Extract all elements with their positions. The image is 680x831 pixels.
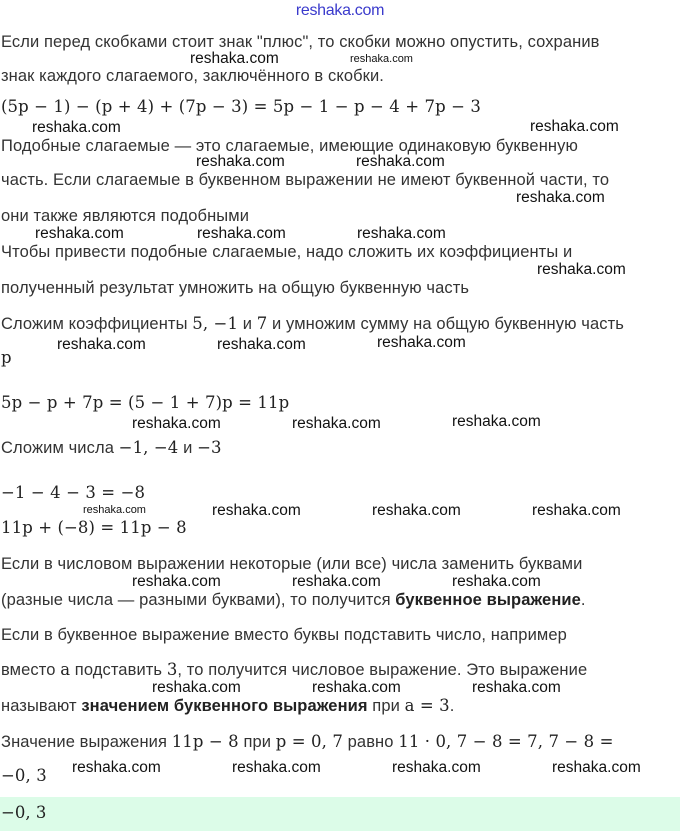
math-expression: 11 · 0, 7 − 8 = 7, 7 − 8 = — [398, 732, 614, 751]
text-segment: . — [449, 697, 455, 715]
watermark: reshaka.com — [132, 573, 221, 590]
text-segment: знак каждого слагаемого, заключённого в скобки. — [1, 67, 384, 85]
watermark: reshaka.com — [356, 153, 445, 170]
watermark: reshaka.com — [350, 53, 413, 65]
math-expression: 7 — [256, 314, 268, 333]
text-segment: при — [238, 733, 276, 751]
text-segment: Если перед скобками стоит знак "плюс", то скобки можно опустить, сохранив — [1, 33, 600, 51]
text-segment: Если в числовом выражении некоторые (или все) числа заменить буквами — [1, 555, 583, 573]
watermark: reshaka.com — [217, 336, 306, 353]
math-expression: a — [60, 660, 71, 679]
watermark: reshaka.com — [372, 502, 461, 519]
watermark: reshaka.com — [212, 502, 301, 519]
watermark: reshaka.com — [132, 415, 221, 432]
text-line — [1, 439, 222, 457]
text-segment: и умножим сумму на общую буквенную часть — [267, 315, 624, 333]
text-segment: Если в буквенное выражение вместо буквы подставить число, например — [1, 626, 567, 644]
math-expression: 11p + (−8) = 11p − 8 — [1, 518, 187, 537]
math-expression: −3 — [197, 438, 222, 457]
text-segment: подставить — [70, 661, 167, 679]
text-segment: при — [367, 697, 405, 715]
text-line — [1, 733, 614, 751]
math-expression: 5p − p + 7p = (5 − 1 + 7)p = 11p — [1, 393, 290, 412]
watermark: reshaka.com — [377, 334, 466, 351]
watermark: reshaka.com — [35, 225, 124, 242]
site-watermark: reshaka.com — [295, 2, 385, 19]
math-expression: −1 − 4 − 3 = −8 — [1, 483, 146, 502]
watermark: reshaka.com — [292, 573, 381, 590]
text-segment: Сложим числа — [1, 439, 119, 457]
text-segment: Подобные слагаемые — это слагаемые, имеющие одинаковую буквенную — [1, 137, 578, 155]
text-segment: полученный результат умножить на общую буквенную часть — [1, 279, 470, 297]
text-segment: Значение выражения — [1, 733, 172, 751]
math-expression: p — [1, 348, 12, 367]
text-line — [1, 484, 145, 502]
text-line — [1, 519, 187, 537]
watermark: reshaka.com — [312, 679, 401, 696]
text-line — [1, 98, 481, 116]
math-expression: −1, −4 — [118, 438, 179, 457]
watermark: reshaka.com — [72, 759, 161, 776]
math-expression: 5, −1 — [192, 314, 239, 333]
text-segment: Сложим коэффициенты — [1, 315, 193, 333]
watermark: reshaka.com — [357, 225, 446, 242]
text-segment: . — [580, 591, 586, 609]
text-segment: , то получится числовое выражение. Это выражение — [177, 661, 588, 679]
text-line — [1, 555, 582, 573]
watermark: reshaka.com — [152, 679, 241, 696]
math-expression: (5p − 1) − (p + 4) + (7p − 3) = 5p − 1 − p − 4 + 7p − 3 — [1, 97, 481, 116]
text-line — [1, 626, 567, 644]
text-line — [1, 243, 572, 261]
text-line — [1, 67, 384, 85]
text-line — [1, 279, 469, 297]
answer-box — [0, 797, 680, 831]
watermark: reshaka.com — [392, 759, 481, 776]
text-segment: Чтобы привести подобные слагаемые, надо сложить их коэффициенты и — [1, 243, 573, 261]
math-expression: 3 — [166, 660, 178, 679]
text-segment: называют — [1, 697, 82, 715]
text-segment: они также являются подобными — [1, 207, 250, 225]
text-segment: (разные числа — разными буквами), то получится — [1, 591, 396, 609]
text-line — [1, 661, 587, 679]
watermark: reshaka.com — [196, 153, 285, 170]
text-segment: вместо — [1, 661, 61, 679]
text-line — [1, 207, 249, 225]
watermark: reshaka.com — [452, 573, 541, 590]
text-segment: и — [238, 315, 257, 333]
watermark: reshaka.com — [83, 504, 146, 516]
text-segment: и — [178, 439, 198, 457]
math-expression: 11p − 8 — [171, 732, 239, 751]
text-line — [1, 591, 586, 609]
watermark: reshaka.com — [516, 189, 605, 206]
watermark: reshaka.com — [292, 415, 381, 432]
text-line — [1, 697, 454, 715]
watermark: reshaka.com — [552, 759, 641, 776]
bold-term: значением буквенного выражения — [81, 697, 368, 715]
watermark: reshaka.com — [472, 679, 561, 696]
text-line — [1, 315, 624, 333]
text-line — [1, 171, 609, 189]
watermark: reshaka.com — [190, 50, 279, 67]
watermark: reshaka.com — [537, 261, 626, 278]
watermark: reshaka.com — [197, 225, 286, 242]
text-line — [1, 137, 578, 155]
text-segment: часть. Если слагаемые в буквенном выражении не имеют буквенной части, то — [1, 171, 610, 189]
text-line — [1, 33, 600, 51]
text-line — [1, 394, 289, 412]
watermark: reshaka.com — [32, 119, 121, 136]
watermark: reshaka.com — [452, 413, 541, 430]
watermark: reshaka.com — [530, 118, 619, 135]
math-expression: −0, 3 — [1, 766, 47, 785]
answer-value: −0, 3 — [1, 803, 47, 822]
watermark: reshaka.com — [232, 759, 321, 776]
bold-term: буквенное выражение — [395, 591, 581, 609]
watermark: reshaka.com — [532, 502, 621, 519]
math-expression: a = 3 — [404, 696, 450, 715]
text-line — [1, 767, 47, 785]
watermark: reshaka.com — [57, 336, 146, 353]
text-line — [1, 349, 12, 367]
math-expression: p = 0, 7 — [275, 732, 343, 751]
text-segment: равно — [342, 733, 399, 751]
